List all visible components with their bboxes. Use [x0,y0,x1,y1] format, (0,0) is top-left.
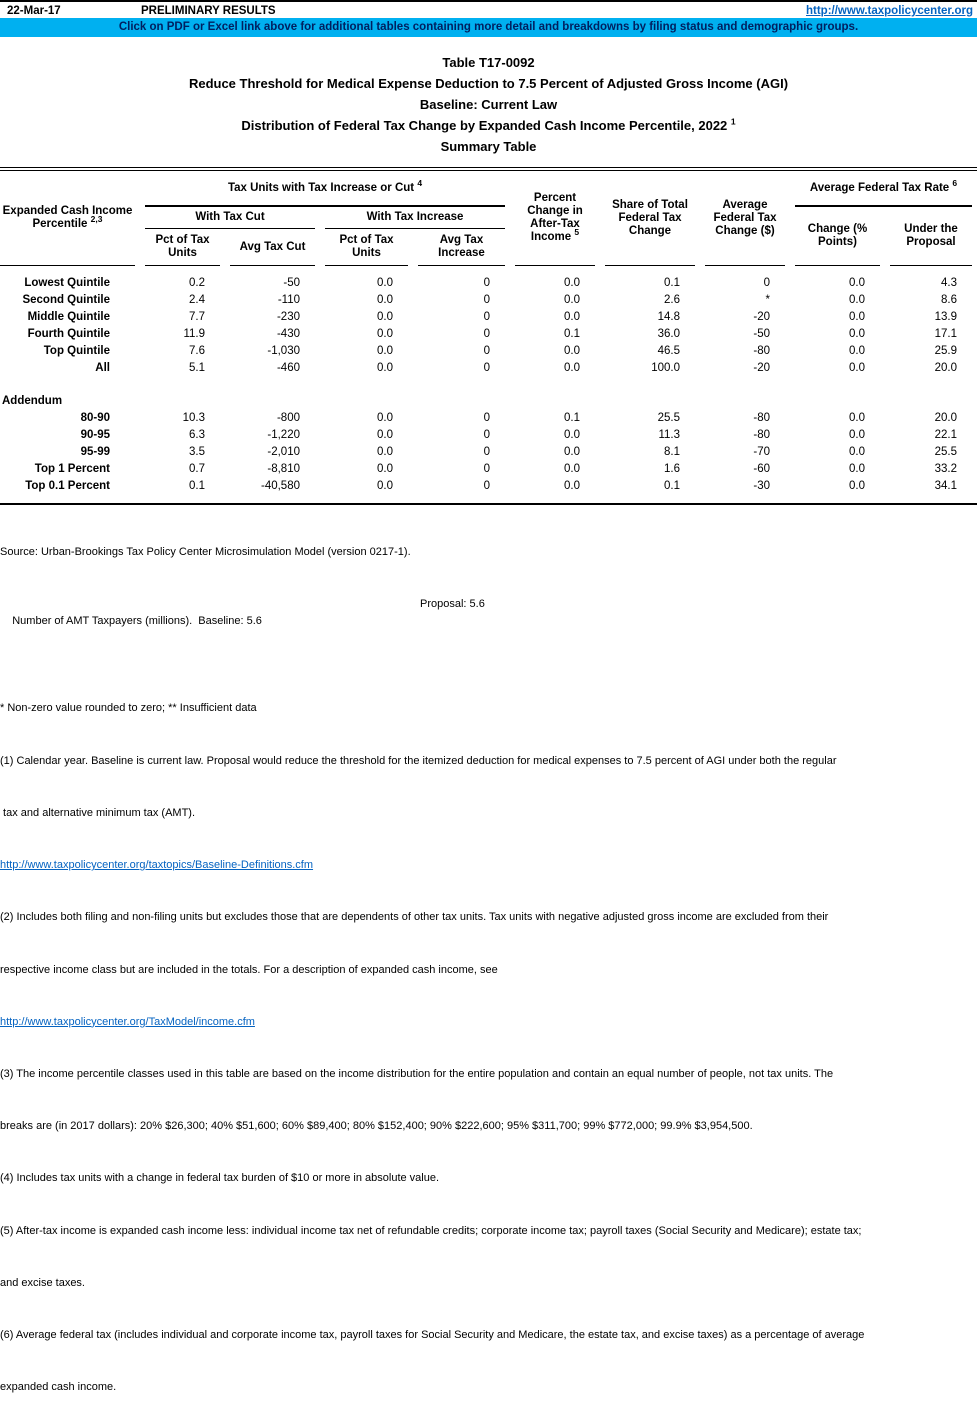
cell: 22.1 [934,429,957,441]
table-row [0,343,977,360]
cell: 0.0 [377,328,393,340]
cell: 0.0 [849,328,865,340]
report-date: 22-Mar-17 [7,5,61,17]
col-header-under-the-proposal: Under the Proposal [890,207,972,266]
footnote-2-line-1: (2) Includes both filing and non-filing units but excludes those that are dependents of other tax units. Tax units with negative adjusted gross income are excluded from their [0,911,829,924]
cell: 5.1 [189,362,205,374]
cell: 0.0 [377,480,393,492]
symbols-note: * Non-zero value rounded to zero; ** Insufficient data [0,702,257,715]
cell: 0.1 [564,412,580,424]
cell: 25.5 [657,412,680,424]
cell: 0.0 [377,412,393,424]
footnote-5-line-2: and excise taxes. [0,1276,85,1289]
row-label: Top Quintile [43,345,110,357]
cell: 0 [763,277,770,289]
cell: -40,580 [260,480,300,492]
table-row [0,478,977,495]
table-row [0,360,977,377]
cell: 0.0 [849,480,865,492]
cell: -430 [276,328,300,340]
cell: 0.1 [664,480,680,492]
cell: 0.0 [377,277,393,289]
addendum-label: Addendum [2,395,63,407]
cell: 34.1 [934,480,957,492]
cell: 0 [483,446,490,458]
row-label: 90-95 [80,429,110,441]
cell: 0.0 [849,345,865,357]
cell: 0.0 [849,362,865,374]
cell: 0.0 [564,429,580,441]
cell: 0.0 [564,345,580,357]
cell: 7.6 [189,345,205,357]
row-label: Lowest Quintile [24,277,110,289]
cell: 0.0 [564,294,580,306]
cell: 25.9 [934,345,957,357]
cell: 0.0 [849,446,865,458]
cell: 0.0 [377,446,393,458]
source-note: Source: Urban-Brookings Tax Policy Center Microsimulation Model (version 0217-1). [0,545,411,558]
cell: -50 [753,328,770,340]
quintile-rows [0,275,977,377]
top-bar [0,0,977,18]
cell: 0 [483,311,490,323]
cell: 0.0 [377,311,393,323]
cell: 1.6 [664,463,680,475]
row-label: Fourth Quintile [27,328,110,340]
cell: -80 [753,429,770,441]
table-row [0,444,977,461]
cell: -50 [283,277,300,289]
col-group-with-tax-increase: With Tax Increase [325,207,505,229]
row-label: Middle Quintile [27,311,110,323]
cell: * [765,294,770,306]
summary-table-line: Summary Table [440,139,537,154]
baseline-line: Baseline: Current Law [419,97,558,112]
cell: -8,810 [267,463,300,475]
cell: 0.0 [564,362,580,374]
cell: 0.0 [564,480,580,492]
cell: 25.5 [934,446,957,458]
info-banner: Click on PDF or Excel link above for additional tables containing more detail and breakdowns by filing status and demographic groups. [0,18,977,37]
cell: 17.1 [934,328,957,340]
cell: 0 [483,277,490,289]
cell: -80 [753,345,770,357]
cell: -110 [277,294,300,306]
cell: 20.0 [934,362,957,374]
cell: -460 [276,362,300,374]
cell: 36.0 [657,328,680,340]
cell: 0 [483,328,490,340]
table-row [0,427,977,444]
row-label: 95-99 [80,446,110,458]
footnote-1-line-2: tax and alternative minimum tax (AMT). [0,806,196,819]
col-header-average-federal-tax-change: Average Federal Tax Change ($) [705,171,785,266]
table-row [0,326,977,343]
cell: 2.4 [189,294,205,306]
col-header-avg-tax-cut: Avg Tax Cut [230,229,315,266]
cell: 0.0 [564,463,580,475]
cell: 46.5 [657,345,680,357]
tpc-home-link[interactable]: http://www.taxpolicycenter.org [806,5,973,17]
cell: 0 [483,294,490,306]
table-row [0,309,977,326]
col-group-tax-units-increase-or-cut: Tax Units with Tax Increase or Cut $^4$ [145,171,505,207]
amt-proposal-value: Proposal: 5.6 [420,598,485,611]
col-header-avg-tax-increase: Avg Tax Increase [418,229,505,266]
title-block [0,52,977,157]
cell: 8.1 [664,446,680,458]
cell: 8.6 [941,294,957,306]
cell: -80 [753,412,770,424]
cell: 0.0 [377,294,393,306]
cell: 0.0 [849,412,865,424]
cell: 0 [483,362,490,374]
cell: 0.7 [189,463,205,475]
footnote-2-line-2: respective income class but are included in the totals. For a description of expanded cash income, see [0,963,498,976]
cell: 11.9 [183,328,205,340]
cell: -230 [276,311,300,323]
cell: 7.7 [189,311,205,323]
cell: -60 [753,463,770,475]
cell: 0 [483,463,490,475]
amt-taxpayers-note: Number of AMT Taxpayers (millions). Baseline: 5.6 Proposal: 5.6 [12,598,485,628]
cell: 13.9 [934,311,957,323]
footnote-6-line-2: expanded cash income. [0,1381,117,1394]
cell: 0.0 [377,463,393,475]
table-row [0,275,977,292]
cell: -1,220 [267,429,300,441]
preliminary-results-label: PRELIMINARY RESULTS [141,5,276,17]
cell: 0.1 [664,277,680,289]
table-bottom-rule [0,495,977,505]
table-id-title: Table T17-0092 [442,55,535,70]
table-row [0,410,977,427]
footnote-5-line-1: (5) After-tax income is expanded cash income less: individual income tax net of refundable credits; corporate income tax; payroll taxes (Social Security and Medicare); estate tax; [0,1224,862,1237]
cell: 20.0 [934,412,957,424]
cell: 14.8 [657,311,680,323]
cell: 0.0 [849,311,865,323]
cell: 0.0 [377,362,393,374]
income-definition-link[interactable]: http://www.taxpolicycenter.org/TaxModel/income.cfm [0,1015,255,1028]
col-group-with-tax-cut: With Tax Cut [145,207,315,229]
cell: 100.0 [651,362,680,374]
col-header-share-of-total-federal-tax-change: Share of Total Federal Tax Change [605,171,695,266]
table-subtitle: Reduce Threshold for Medical Expense Deduction to 7.5 Percent of Adjusted Gross Income (AGI) [188,76,789,91]
cell: 0.1 [189,480,205,492]
footnote-3-line-2: breaks are (in 2017 dollars): 20% $26,300; 40% $51,600; 60% $89,400; 80% $152,400; 90% $222,600; 95% $311,700; 99% $772,000; 99.9% $3,954,500. [0,1120,753,1133]
cell: 10.3 [182,412,205,424]
cell: 0.1 [564,328,580,340]
footnote-6-line-1: (6) Average federal tax (includes individual and corporate income tax, payroll taxes for Social Security and Medicare, the estate tax, and excise taxes) as a percentage of average [0,1329,865,1342]
cell: -800 [276,412,300,424]
col-header-pct-of-tax-units-increase: Pct of Tax Units [325,229,408,266]
row-label: All [95,362,110,374]
cell: 11.3 [658,429,680,441]
row-label: Top 0.1 Percent [25,480,110,492]
spacer [0,266,977,275]
cell: 0.0 [849,463,865,475]
cell: 0.0 [849,277,865,289]
table-row [0,461,977,478]
footnote-4: (4) Includes tax units with a change in federal tax burden of $10 or more in absolute value. [0,1172,440,1185]
col-group-average-federal-tax-rate: Average Federal Tax Rate $^6$ [795,171,972,207]
cell: 6.3 [189,429,205,441]
cell: -70 [753,446,770,458]
cell: 0 [483,345,490,357]
cell: -20 [753,362,770,374]
cell: -20 [753,311,770,323]
cell: 3.5 [189,446,205,458]
cell: -2,010 [267,446,300,458]
col-header-pct-of-tax-units-cut: Pct of Tax Units [145,229,220,266]
cell: 0.2 [189,277,205,289]
col-header-percent-change-after-tax-income: Percent Change in After-Tax Income $^5$ [515,171,595,266]
row-label: Top 1 Percent [34,463,110,475]
addendum-rows [0,410,977,495]
footnotes [0,505,977,1414]
table-header [0,167,977,266]
cell: 0 [483,429,490,441]
cell: 0.0 [849,294,865,306]
cell: 0.0 [377,429,393,441]
cell: 33.2 [934,463,957,475]
footnote-1-line-1: (1) Calendar year. Baseline is current law. Proposal would reduce the threshold for the itemized deduction for medical expenses to 7.5 percent of AGI under both the regular [0,754,837,767]
col-header-change-pct-points: Change (% Points) [795,207,880,266]
cell: 0.0 [564,446,580,458]
cell: 0.0 [564,311,580,323]
cell: 0.0 [564,277,580,289]
distribution-line: Distribution of Federal Tax Change by Expanded Cash Income Percentile, 2022 $^1$ [241,116,736,133]
cell: 4.3 [941,277,957,289]
col-header-expanded-cash-income-percentile: Expanded Cash Income Percentile $^{2,3}$ [0,171,135,266]
cell: 0.0 [377,345,393,357]
baseline-definitions-link[interactable]: http://www.taxpolicycenter.org/taxtopics/Baseline-Definitions.cfm [0,859,314,872]
cell: 2.6 [664,294,680,306]
table-row [0,292,977,309]
row-label: Second Quintile [22,294,110,306]
cell: 0 [483,480,490,492]
cell: -30 [753,480,770,492]
spacer [0,377,977,393]
cell: -1,030 [267,345,300,357]
cell: 0.0 [849,429,865,441]
row-label: 80-90 [80,412,110,424]
footnote-3-line-1: (3) The income percentile classes used in this table are based on the income distribution for the entire population and contain an equal number of people, not tax units. The [0,1068,834,1080]
cell: 0 [483,412,490,424]
